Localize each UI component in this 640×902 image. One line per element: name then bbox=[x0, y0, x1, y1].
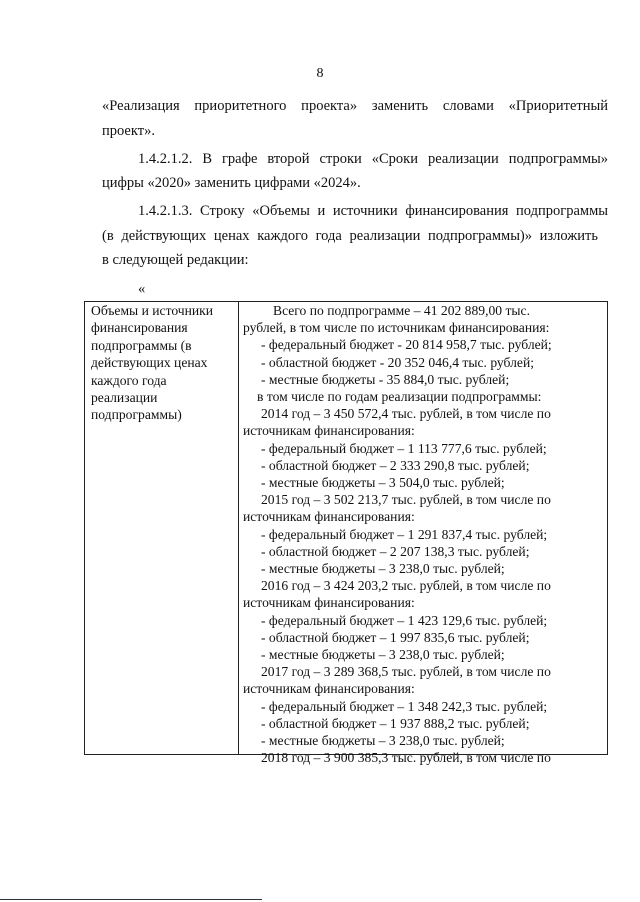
paragraph-2-line-2: цифры «2020» заменить цифрами «2024». bbox=[102, 175, 361, 191]
paragraph-3-line-3: в следующей редакции: bbox=[102, 252, 249, 268]
table-value-line: - федеральный бюджет – 1 348 242,3 тыс. рублей; bbox=[261, 698, 548, 714]
table-value-line: источникам финансирования: bbox=[243, 509, 415, 525]
table-value-line: - местные бюджеты – 3 238,0 тыс. рублей; bbox=[261, 561, 505, 577]
table-label-line: подпрограммы) bbox=[91, 407, 182, 423]
table-value-line: - областной бюджет – 2 207 138,3 тыс. рублей; bbox=[261, 543, 530, 559]
paragraph-2-line-1: 1.4.2.1.2. В графе второй строки «Сроки реализации подпрограммы» bbox=[138, 151, 608, 167]
table-value-line: - местные бюджеты – 3 504,0 тыс. рублей; bbox=[261, 475, 505, 491]
table-label-line: действующих ценах bbox=[91, 355, 208, 371]
table-value-line: - федеральный бюджет - 20 814 958,7 тыс. рублей; bbox=[261, 337, 552, 353]
table-value-line: - областной бюджет - 20 352 046,4 тыс. рублей; bbox=[261, 354, 534, 370]
paragraph-3-line-1: 1.4.2.1.3. Строку «Объемы и источники финансирования подпрограммы bbox=[138, 203, 608, 219]
table-value-line: Всего по подпрограмме – 41 202 889,00 тыс. bbox=[273, 303, 530, 318]
table-value-cell bbox=[239, 302, 607, 766]
table-label-line: Объемы и источники bbox=[91, 303, 214, 318]
table-value-line: в том числе по годам реализации подпрограммы: bbox=[257, 389, 542, 405]
table-value-line: источникам финансирования: bbox=[243, 681, 415, 697]
table-value-line: - федеральный бюджет – 1 113 777,6 тыс. рублей; bbox=[261, 440, 547, 456]
table-value-line: 2016 год – 3 424 203,2 тыс. рублей, в том числе по bbox=[261, 578, 551, 594]
table-value-line: - федеральный бюджет – 1 423 129,6 тыс. рублей; bbox=[261, 612, 548, 628]
opening-quote: « bbox=[138, 281, 146, 297]
table-value-line: - местные бюджеты – 3 238,0 тыс. рублей; bbox=[261, 733, 505, 749]
table-value-line: 2015 год – 3 502 213,7 тыс. рублей, в том числе по bbox=[261, 492, 551, 508]
table-label-line: финансирования bbox=[91, 320, 188, 336]
paragraph-3-line-2: (в действующих ценах каждого года реализации подпрограммы)» изложить bbox=[102, 228, 598, 244]
table-value-line: - областной бюджет – 2 333 290,8 тыс. рублей; bbox=[261, 457, 530, 473]
table-value-line: 2018 год – 3 900 385,3 тыс. рублей, в том числе по bbox=[261, 750, 551, 766]
table-value-line: - областной бюджет – 1 937 888,2 тыс. рублей; bbox=[261, 715, 530, 731]
financing-table bbox=[84, 301, 608, 766]
table-value-line: - областной бюджет – 1 997 835,6 тыс. рублей; bbox=[261, 629, 530, 645]
table-value-line: - местные бюджеты - 35 884,0 тыс. рублей; bbox=[261, 371, 510, 387]
table-label-line: подпрограммы (в bbox=[91, 337, 192, 353]
table-value-line: источникам финансирования: bbox=[243, 595, 415, 611]
paragraph-1-line-2: проект». bbox=[102, 123, 155, 139]
table-label-line: каждого года bbox=[91, 372, 167, 388]
page-number: 8 bbox=[316, 66, 324, 81]
footnote-separator bbox=[0, 899, 262, 900]
table-value-line: рублей, в том числе по источникам финансирования: bbox=[243, 320, 550, 336]
table-label-cell bbox=[85, 302, 239, 754]
table-value-line: 2017 год – 3 289 368,5 тыс. рублей, в том числе по bbox=[261, 664, 551, 680]
table-value-line: - федеральный бюджет – 1 291 837,4 тыс. рублей; bbox=[261, 526, 548, 542]
table-label-line: реализации bbox=[91, 390, 158, 406]
table-value-line: - местные бюджеты – 3 238,0 тыс. рублей; bbox=[261, 647, 505, 663]
paragraph-1-line-1: «Реализация приоритетного проекта» заменить словами «Приоритетный bbox=[102, 98, 608, 114]
table-value-line: 2014 год – 3 450 572,4 тыс. рублей, в том числе по bbox=[261, 406, 551, 422]
table-value-line: источникам финансирования: bbox=[243, 423, 415, 439]
